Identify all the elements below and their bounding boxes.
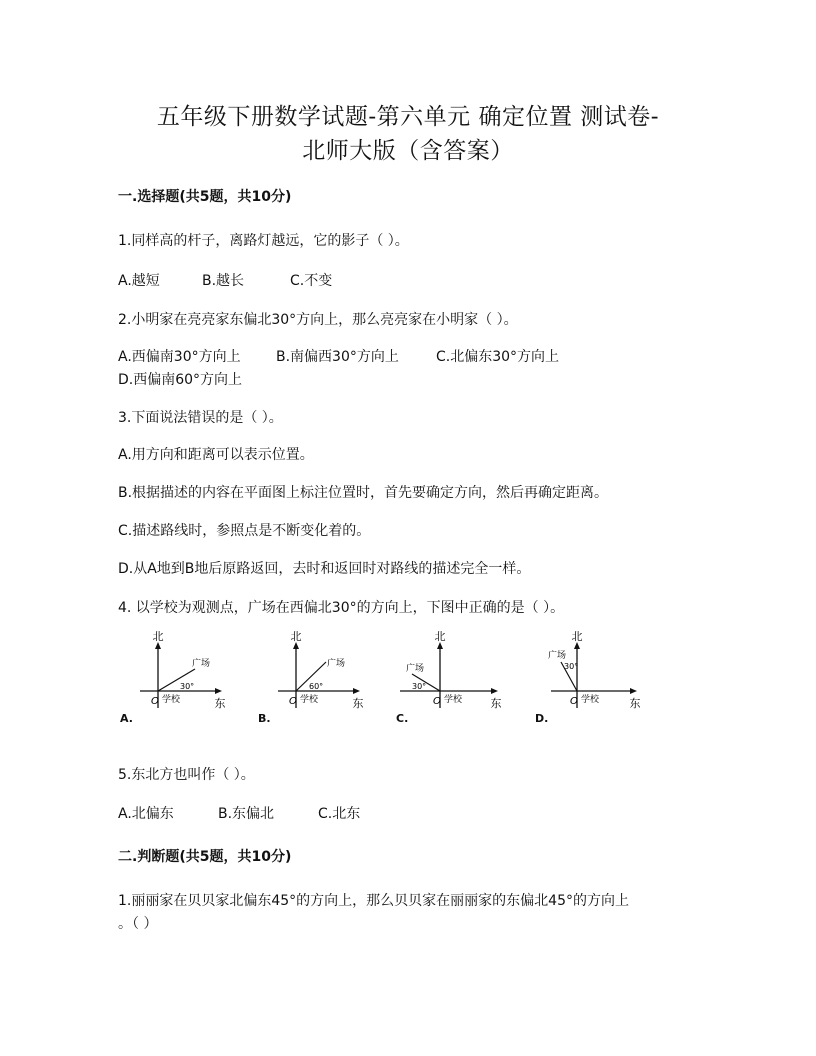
angle-label: 30° bbox=[412, 682, 427, 691]
section2-heading: 二.判断题(共5题，共10分) bbox=[118, 849, 292, 865]
q5-options bbox=[118, 803, 360, 823]
east-label: 东 bbox=[490, 697, 502, 710]
north-label: 北 bbox=[290, 630, 302, 643]
q3-text: 3.下面说法错误的是（ ）。 bbox=[118, 410, 283, 426]
q1-options bbox=[118, 270, 332, 290]
school-label: 学校 bbox=[444, 695, 463, 705]
q4-diagram-b bbox=[256, 628, 368, 728]
doc-title-line2: 北师大版（含答案） bbox=[302, 138, 514, 164]
section1-heading: 一.选择题(共5题，共10分) bbox=[118, 189, 292, 205]
q4-diagram-d-label: D. bbox=[535, 712, 549, 725]
q2-text: 2.小明家在亮亮家东偏北30°方向上，那么亮亮家在小明家（ ）。 bbox=[118, 312, 518, 328]
angle-label: 60° bbox=[309, 682, 324, 691]
q2-option-c: C.北偏东30°方向上 bbox=[436, 349, 560, 365]
q5-option-b: B.东偏北 bbox=[218, 806, 275, 822]
q4-text: 4. 以学校为观测点，广场在西偏北30°的方向上，下图中正确的是（ ）。 bbox=[118, 600, 565, 616]
q2-option-a: A.西偏南30°方向上 bbox=[118, 349, 241, 365]
q4-diagram-a bbox=[118, 628, 230, 728]
north-label: 北 bbox=[434, 630, 446, 643]
s2-q1-line1: 1.丽丽家在贝贝家北偏东45°的方向上，那么贝贝家在丽丽家的东偏北45°的方向上 bbox=[118, 893, 629, 909]
east-label: 东 bbox=[352, 697, 364, 710]
q4-diagram-a-label: A. bbox=[120, 712, 133, 725]
q5-text: 5.东北方也叫作（ ）。 bbox=[118, 767, 255, 783]
angle-label: 30° bbox=[564, 662, 579, 671]
q4-diagram-d bbox=[533, 628, 645, 728]
q4-diagram-c bbox=[394, 628, 506, 728]
q4-diagram-c-label: C. bbox=[396, 712, 409, 725]
origin-label: O bbox=[570, 696, 578, 707]
square-label: 广场 bbox=[548, 651, 567, 661]
square-label: 广场 bbox=[327, 659, 346, 669]
s2-q1-line2: 。（ ） bbox=[118, 916, 158, 932]
q5-option-a: A.北偏东 bbox=[118, 806, 174, 822]
origin-label: O bbox=[433, 696, 441, 707]
origin-label: O bbox=[289, 696, 297, 707]
school-label: 学校 bbox=[581, 695, 600, 705]
north-label: 北 bbox=[152, 630, 164, 643]
q3-option-c: C.描述路线时，参照点是不断变化着的。 bbox=[118, 523, 371, 539]
q1-option-b: B.越长 bbox=[202, 273, 245, 289]
q2-option-b: B.南偏西30°方向上 bbox=[276, 349, 399, 365]
school-label: 学校 bbox=[300, 695, 319, 705]
q3-option-a: A.用方向和距离可以表示位置。 bbox=[118, 447, 314, 463]
q4-diagram-b-label: B. bbox=[258, 712, 271, 725]
q1-text: 1.同样高的杆子，离路灯越远，它的影子（ ）。 bbox=[118, 233, 409, 249]
q5-option-c: C.北东 bbox=[318, 806, 361, 822]
q3-option-d: D.从A地到B地后原路返回，去时和返回时对路线的描述完全一样。 bbox=[118, 561, 531, 577]
origin-label: O bbox=[151, 696, 159, 707]
angle-label: 30° bbox=[180, 682, 195, 691]
doc-title-line1: 五年级下册数学试题-第六单元 确定位置 测试卷- bbox=[156, 104, 660, 130]
square-label: 广场 bbox=[406, 664, 425, 674]
north-label: 北 bbox=[571, 630, 583, 643]
east-label: 东 bbox=[214, 697, 226, 710]
east-label: 东 bbox=[629, 697, 641, 710]
q2-options-row1 bbox=[118, 346, 559, 366]
q1-option-c: C.不变 bbox=[290, 273, 333, 289]
school-label: 学校 bbox=[162, 695, 181, 705]
q2-option-d: D.西偏南60°方向上 bbox=[118, 372, 243, 388]
q3-option-b: B.根据描述的内容在平面图上标注位置时，首先要确定方向，然后再确定距离。 bbox=[118, 485, 609, 501]
square-label: 广场 bbox=[192, 659, 211, 669]
q1-option-a: A.越短 bbox=[118, 273, 160, 289]
